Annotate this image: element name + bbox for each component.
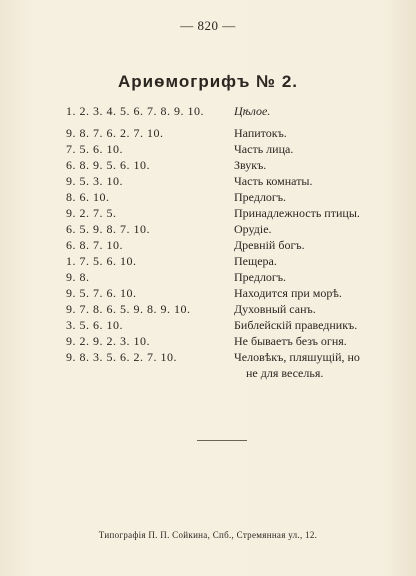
clue-row [66,222,396,238]
clue-answer: Предлогъ. [234,270,287,284]
page-number: — 820 — [180,18,236,33]
whole-word-row [66,104,386,120]
clue-row [66,302,396,318]
clue-answer: Находится при морѣ. [234,286,342,300]
clue-answer: Древній богъ. [234,238,305,252]
clue-answer: Пещера. [234,254,277,268]
clue-answer: Часть лица. [234,142,294,156]
clue-numbers: 6. 8. 9. 5. 6. 10. [66,158,150,172]
clue-numbers: 3. 5. 6. 10. [66,318,123,332]
clue-numbers: 9. 5. 7. 6. 10. [66,286,137,300]
clue-row [66,206,396,222]
clue-answer: Человѣкъ, пляшущій, но [234,350,360,364]
clue-row [66,174,396,190]
clue-row [66,158,396,174]
clue-answer: Напитокъ. [234,126,287,140]
clue-numbers: 6. 5. 9. 8. 7. 10. [66,222,150,236]
clue-answer: Духовный санъ. [234,302,316,316]
clue-numbers: 9. 8. 3. 5. 6. 2. 7. 10. [66,350,177,364]
clue-row [66,334,396,350]
clue-row [66,126,396,142]
clue-numbers: 9. 7. 8. 6. 5. 9. 8. 9. 10. [66,302,191,316]
clue-answer: Предлогъ. [234,190,287,204]
clue-answer: Орудіе. [234,222,272,236]
clue-row [66,238,396,254]
clue-row [66,254,396,270]
clue-row [66,286,396,302]
divider-rule [197,440,247,441]
clue-answer: Не бываетъ безъ огня. [234,334,347,348]
clue-numbers: 9. 2. 9. 2. 3. 10. [66,334,150,348]
clue-row [66,318,396,334]
clue-numbers: 9. 8. 7. 6. 2. 7. 10. [66,126,164,140]
clue-numbers: 1. 7. 5. 6. 10. [66,254,137,268]
clue-numbers: 8. 6. 10. [66,190,110,204]
clue-numbers: 9. 8. [66,270,90,284]
clue-row [66,350,396,380]
clue-answer: Часть комнаты. [234,174,313,188]
clue-numbers: 7. 5. 6. 10. [66,142,123,156]
clue-row [66,142,396,158]
clue-numbers: 9. 2. 7. 5. [66,206,117,220]
clue-answer-continuation: не для веселья. [246,366,324,380]
whole-word-label: Цѣлое. [234,104,271,118]
clue-numbers: 9. 5. 3. 10. [66,174,123,188]
clue-row [66,270,396,286]
clue-numbers: 6. 8. 7. 10. [66,238,123,252]
printer-imprint: Типографія П. П. Сойкина, Спб., Стремянная ул., 12. [98,530,318,540]
whole-word-numbers: 1. 2. 3. 4. 5. 6. 7. 8. 9. 10. [66,104,204,118]
clue-answer: Принадлежность птицы. [234,206,360,220]
clue-list [66,126,396,380]
clue-row [66,190,396,206]
clue-answer: Звукъ. [234,158,267,172]
puzzle-title: Ариѳмогрифъ № 2. [118,72,298,91]
clue-answer: Библейскій праведникъ. [234,318,358,332]
